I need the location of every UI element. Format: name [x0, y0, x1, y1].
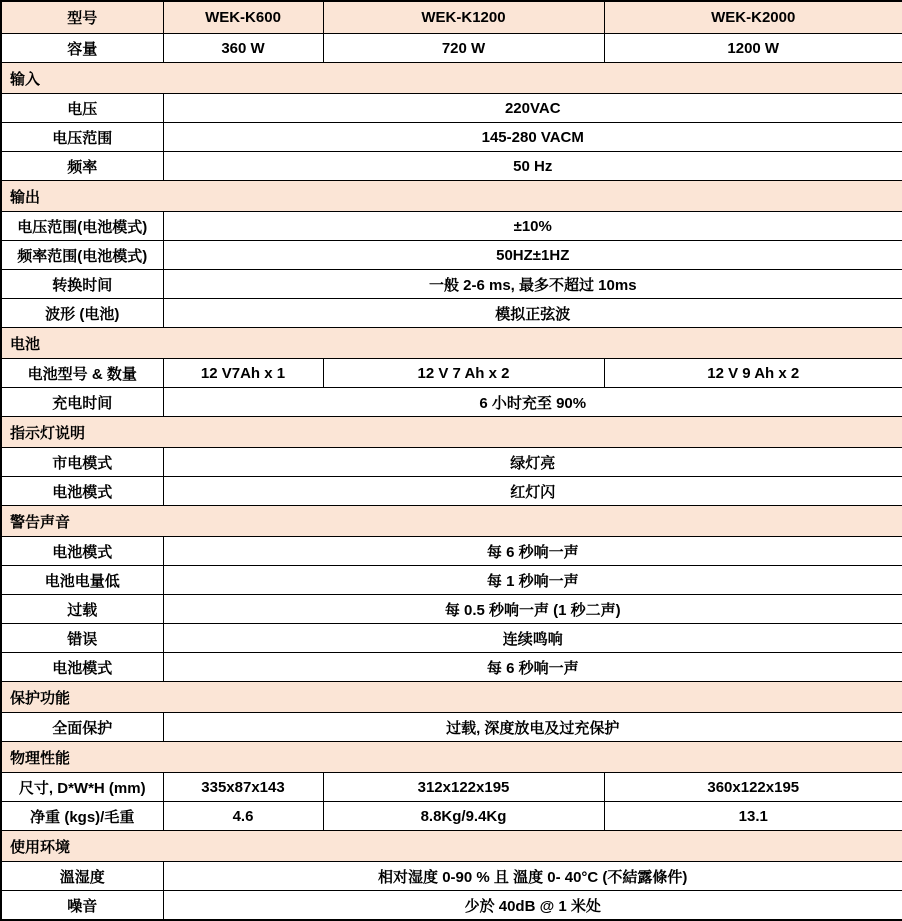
- value-cell: 12 V7Ah x 1: [163, 359, 323, 388]
- section-row: [1, 682, 902, 713]
- value-cell: 过载, 深度放电及过充保护: [163, 713, 902, 742]
- section-row: [1, 328, 902, 359]
- table-row: [1, 241, 902, 270]
- value-cell: 12 V 7 Ah x 2: [323, 359, 604, 388]
- row-label-cell: 电池电量低: [1, 566, 163, 595]
- section-title: 警告声音: [1, 506, 902, 537]
- value-cell: 每 0.5 秒响一声 (1 秒二声): [163, 595, 902, 624]
- value-cell: 12 V 9 Ah x 2: [604, 359, 902, 388]
- section-title: 输出: [1, 181, 902, 212]
- row-label-cell: 转换时间: [1, 270, 163, 299]
- row-label-cell: 电压: [1, 94, 163, 123]
- row-label-cell: 电压范围: [1, 123, 163, 152]
- value-cell: 360 W: [163, 34, 323, 63]
- row-label-cell: 电压范围(电池模式): [1, 212, 163, 241]
- table-row: [1, 595, 902, 624]
- table-row: [1, 299, 902, 328]
- row-label-cell: 噪音: [1, 891, 163, 921]
- table-row: [1, 802, 902, 831]
- spec-table-body: [1, 1, 902, 920]
- row-label-cell: 溫湿度: [1, 862, 163, 891]
- row-label-cell: 电池模式: [1, 653, 163, 682]
- table-row: [1, 123, 902, 152]
- value-cell: 相对湿度 0-90 % 且 溫度 0- 40°C (不結露條件): [163, 862, 902, 891]
- row-label-cell: 尺寸, D*W*H (mm): [1, 773, 163, 802]
- value-cell: 红灯闪: [163, 477, 902, 506]
- value-cell: 一般 2-6 ms, 最多不超过 10ms: [163, 270, 902, 299]
- value-cell: 720 W: [323, 34, 604, 63]
- column-header-cell: WEK-K600: [163, 1, 323, 34]
- row-label-cell: 电池型号 & 数量: [1, 359, 163, 388]
- value-cell: 绿灯亮: [163, 448, 902, 477]
- row-label-cell: 市电模式: [1, 448, 163, 477]
- header-label-cell: 型号: [1, 1, 163, 34]
- table-row: [1, 891, 902, 921]
- value-cell: ±10%: [163, 212, 902, 241]
- value-cell: 13.1: [604, 802, 902, 831]
- table-row: [1, 270, 902, 299]
- value-cell: 50HZ±1HZ: [163, 241, 902, 270]
- table-row: [1, 34, 902, 63]
- table-row: [1, 388, 902, 417]
- section-row: [1, 506, 902, 537]
- table-row: [1, 624, 902, 653]
- table-row: [1, 477, 902, 506]
- row-label-cell: 频率: [1, 152, 163, 181]
- section-row: [1, 831, 902, 862]
- row-label-cell: 充电时间: [1, 388, 163, 417]
- value-cell: 每 6 秒响一声: [163, 537, 902, 566]
- section-row: [1, 181, 902, 212]
- section-title: 电池: [1, 328, 902, 359]
- table-row: [1, 152, 902, 181]
- table-row: [1, 537, 902, 566]
- section-row: [1, 417, 902, 448]
- value-cell: 8.8Kg/9.4Kg: [323, 802, 604, 831]
- value-cell: 1200 W: [604, 34, 902, 63]
- table-row: [1, 94, 902, 123]
- section-title: 保护功能: [1, 682, 902, 713]
- value-cell: 145-280 VACM: [163, 123, 902, 152]
- value-cell: 每 1 秒响一声: [163, 566, 902, 595]
- column-header-row: [1, 1, 902, 34]
- section-title: 物理性能: [1, 742, 902, 773]
- row-label-cell: 容量: [1, 34, 163, 63]
- value-cell: 每 6 秒响一声: [163, 653, 902, 682]
- row-label-cell: 频率范围(电池模式): [1, 241, 163, 270]
- value-cell: 220VAC: [163, 94, 902, 123]
- table-row: [1, 448, 902, 477]
- value-cell: 4.6: [163, 802, 323, 831]
- table-row: [1, 713, 902, 742]
- section-title: 输入: [1, 63, 902, 94]
- table-row: [1, 653, 902, 682]
- table-row: [1, 212, 902, 241]
- column-header-cell: WEK-K2000: [604, 1, 902, 34]
- value-cell: 50 Hz: [163, 152, 902, 181]
- row-label-cell: 错误: [1, 624, 163, 653]
- column-header-cell: WEK-K1200: [323, 1, 604, 34]
- row-label-cell: 波形 (电池): [1, 299, 163, 328]
- row-label-cell: 全面保护: [1, 713, 163, 742]
- value-cell: 335x87x143: [163, 773, 323, 802]
- row-label-cell: 过载: [1, 595, 163, 624]
- section-title: 使用环境: [1, 831, 902, 862]
- value-cell: 6 小时充至 90%: [163, 388, 902, 417]
- section-row: [1, 742, 902, 773]
- section-title: 指示灯说明: [1, 417, 902, 448]
- table-row: [1, 566, 902, 595]
- value-cell: 模拟正弦波: [163, 299, 902, 328]
- row-label-cell: 电池模式: [1, 537, 163, 566]
- table-row: [1, 773, 902, 802]
- table-row: [1, 862, 902, 891]
- row-label-cell: 电池模式: [1, 477, 163, 506]
- value-cell: 360x122x195: [604, 773, 902, 802]
- value-cell: 312x122x195: [323, 773, 604, 802]
- table-row: [1, 359, 902, 388]
- row-label-cell: 净重 (kgs)/毛重: [1, 802, 163, 831]
- value-cell: 连续鸣响: [163, 624, 902, 653]
- value-cell: 少於 40dB @ 1 米处: [163, 891, 902, 921]
- section-row: [1, 63, 902, 94]
